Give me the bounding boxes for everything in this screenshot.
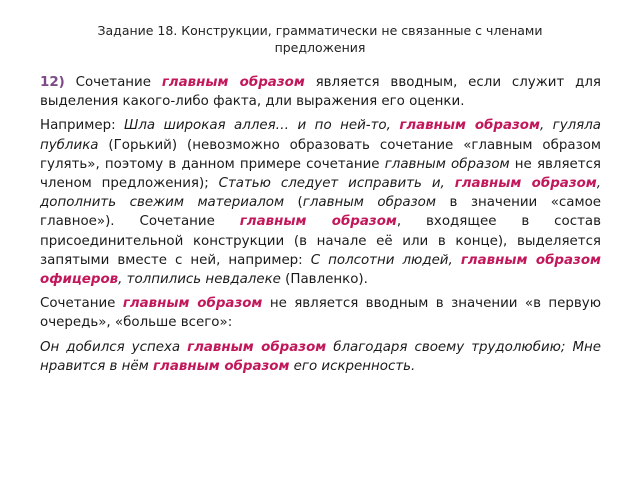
- text: (Павленко).: [280, 272, 368, 288]
- text: не является вводным в значении «в первую очередь», «больше всего»:: [40, 296, 602, 331]
- example-text: главным образом: [384, 156, 510, 172]
- example-text: Статью следует исправить и,: [218, 176, 455, 192]
- highlight-phrase: главным образом офицеров: [40, 252, 601, 288]
- example-text: , дополнить свежим материалом: [40, 176, 602, 211]
- text: Сочетание: [64, 75, 162, 90]
- highlight-phrase: главным образом: [187, 339, 327, 355]
- example-text: , толпились невдалеке: [118, 272, 281, 288]
- example-text: , гуляла публика: [40, 118, 601, 153]
- slide-content: [40, 73, 601, 381]
- slide-title: Задание 18. Конструкции, грамматически не связанные с членами предложения: [97, 23, 543, 55]
- example-text: его искренность.: [289, 358, 416, 374]
- highlight-phrase: главным образом: [239, 214, 397, 230]
- example-text: С полсотни людей,: [310, 252, 461, 268]
- text: в значении «самое главное»). Сочетание: [40, 195, 602, 230]
- item-number: 12): [40, 75, 65, 90]
- highlight-phrase: главным образом: [122, 296, 263, 312]
- example-text: Он добился успеха: [40, 339, 188, 355]
- example-text: Шла широкая аллея… и по ней-то,: [124, 118, 400, 134]
- paragraph-final-examples: [40, 338, 601, 376]
- text: является вводным, если служит для выделения какого-либо факта, дли выражения его оценки.: [40, 75, 601, 110]
- example-text: главным образом: [302, 195, 436, 211]
- paragraph-examples: [40, 116, 601, 289]
- text: Сочетание: [40, 296, 123, 312]
- text: (Горький) (невозможно образовать сочетание «главным образом гулять», поэтому в данном примере сочетание: [40, 137, 601, 172]
- highlight-phrase: главным образом: [153, 358, 290, 374]
- text: , входящее в состав присоединительной конструкции (в начале её или в конце), выделяется запятыми вместе с ней, например:: [40, 214, 601, 268]
- highlight-phrase: главным образом: [399, 118, 540, 134]
- text: (: [284, 195, 303, 211]
- text: не является членом предложения);: [40, 156, 601, 192]
- paragraph-rule: [40, 73, 601, 111]
- highlight-phrase: главным образом: [454, 176, 597, 192]
- highlight-phrase: главным образом: [161, 75, 305, 90]
- paragraph-nonintro: [40, 294, 601, 332]
- example-text: благодаря своему трудолюбию; Мне нравится в нём: [40, 339, 601, 374]
- text: Например:: [40, 118, 125, 134]
